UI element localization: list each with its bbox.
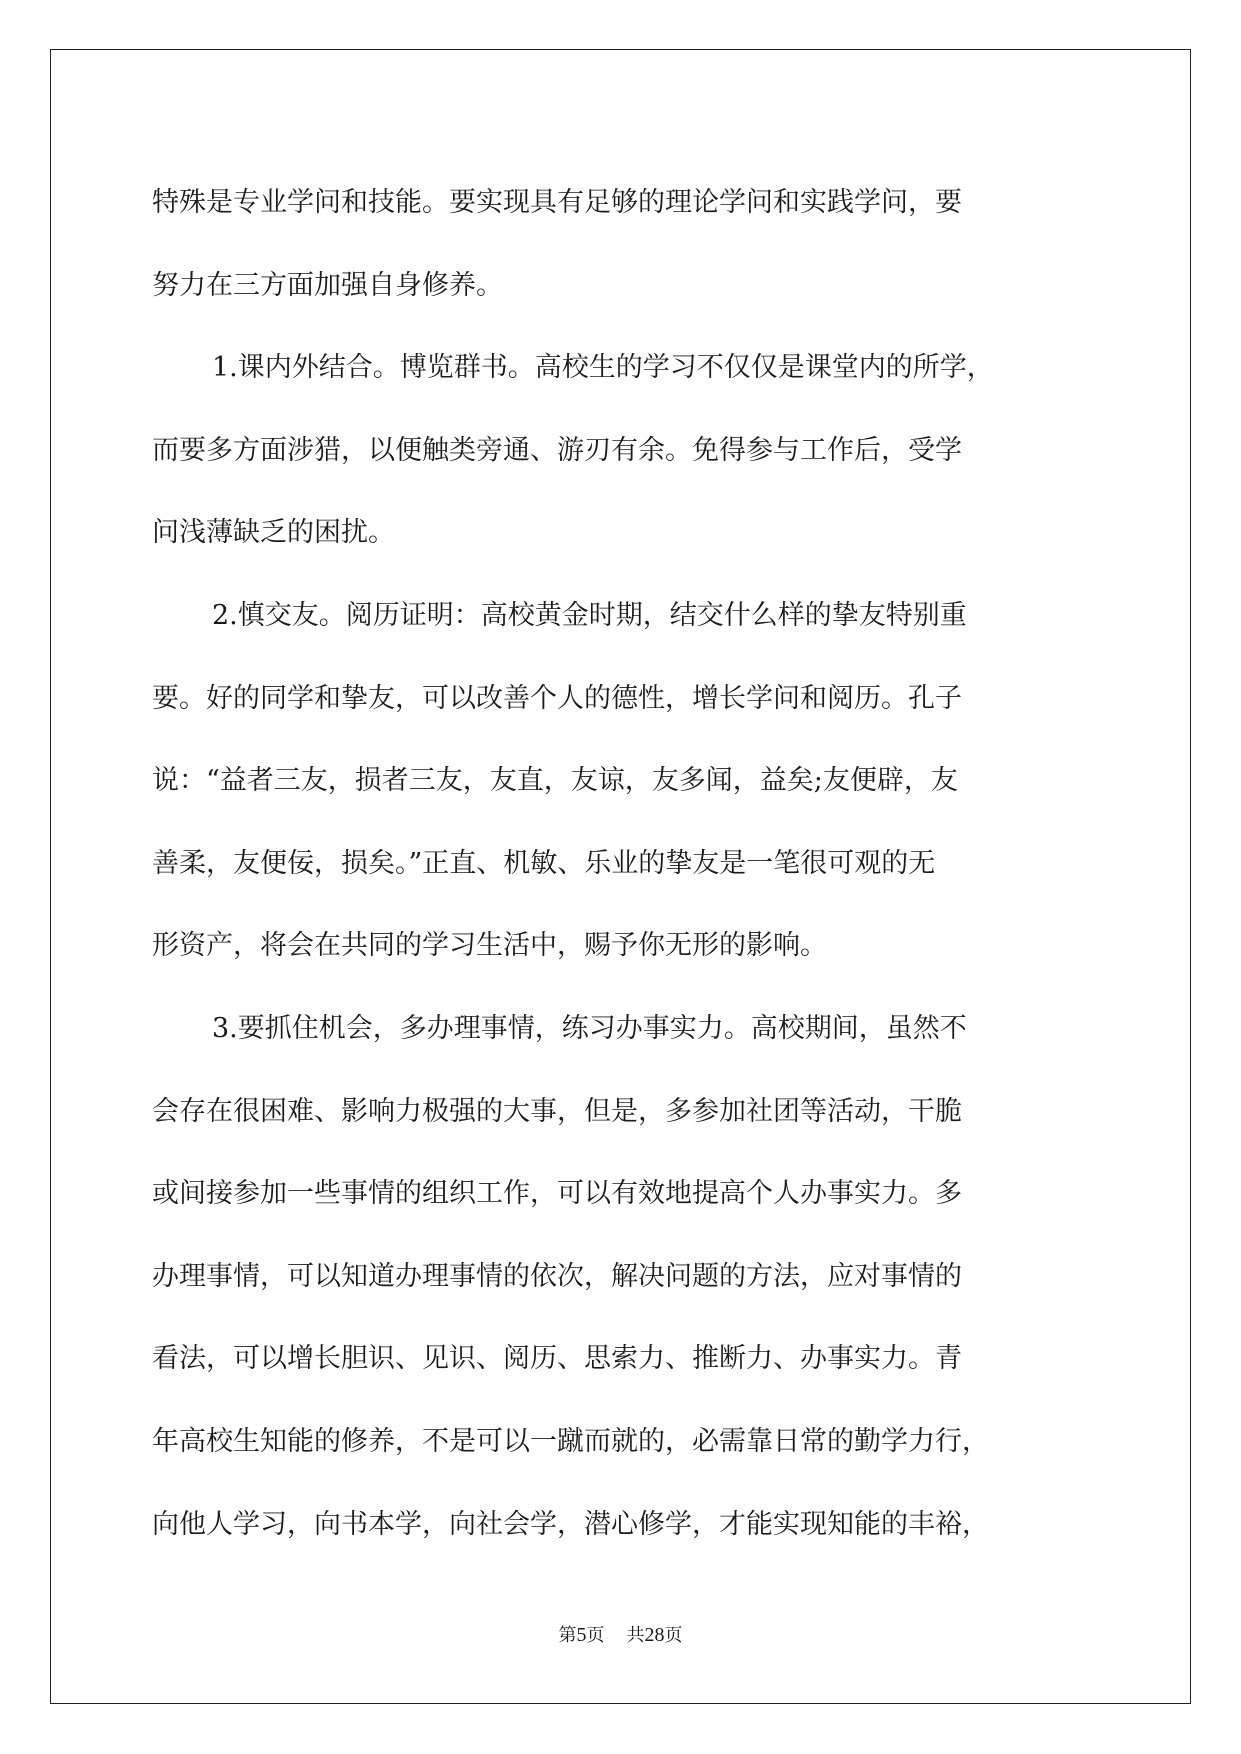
text-line: 说：“益者三友，损者三友，友直，友谅，友多闻，益矣;友便辟，友 [152, 765, 958, 797]
total-pages: 28 [644, 1624, 665, 1646]
text-line: 会存在很困难、影响力极强的大事，但是，多参加社团等活动，干脆 [152, 1095, 962, 1127]
text-line: 要。好的同学和挚友，可以改善个人的德性，增长学问和阅历。孔子 [152, 682, 962, 714]
text-line: 或间接参加一些事情的组织工作，可以有效地提高个人办事实力。多 [152, 1178, 962, 1210]
page-number: 5 [576, 1624, 587, 1646]
page-suffix: 页 [586, 1625, 605, 1646]
text-line: 而要多方面涉猎，以便触类旁通、游刃有余。免得参与工作后，受学 [152, 434, 962, 466]
total-prefix: 共 [626, 1625, 645, 1646]
document-body [152, 162, 1092, 1566]
text-line: 看法，可以增长胆识、见识、阅历、思索力、推断力、办事实力。青 [152, 1343, 962, 1375]
text-line: 善柔，友便佞，损矣。”正直、机敏、乐业的挚友是一笔很可观的无 [152, 847, 936, 879]
text-line: 形资产，将会在共同的学习生活中，赐予你无形的影响。 [152, 930, 827, 962]
text-line: 特殊是专业学问和技能。要实现具有足够的理论学问和实践学问，要 [152, 187, 962, 218]
text-line: 2.慎交友。阅历证明：高校黄金时期，结交什么样的挚友特别重 [212, 599, 967, 631]
text-line: 年高校生知能的修养，不是可以一蹴而就的，必需靠日常的勤学力行， [152, 1425, 989, 1457]
text-line: 办理事情，可以知道办理事情的依次，解决问题的方法，应对事情的 [152, 1260, 962, 1292]
page-prefix: 第 [558, 1625, 577, 1646]
total-suffix: 页 [664, 1625, 683, 1646]
text-line: 向他人学习，向书本学，向社会学，潜心修学，才能实现知能的丰裕， [152, 1508, 989, 1540]
page-footer [0, 1621, 1241, 1647]
text-line: 努力在三方面加强自身修养。 [152, 269, 503, 301]
text-line: 3.要抓住机会，多办理事情，练习办事实力。高校期间，虽然不 [212, 1012, 967, 1044]
text-line: 问浅薄缺乏的困扰。 [152, 517, 395, 549]
text-line: 1.课内外结合。博览群书。高校生的学习不仅仅是课堂内的所学， [212, 352, 994, 384]
